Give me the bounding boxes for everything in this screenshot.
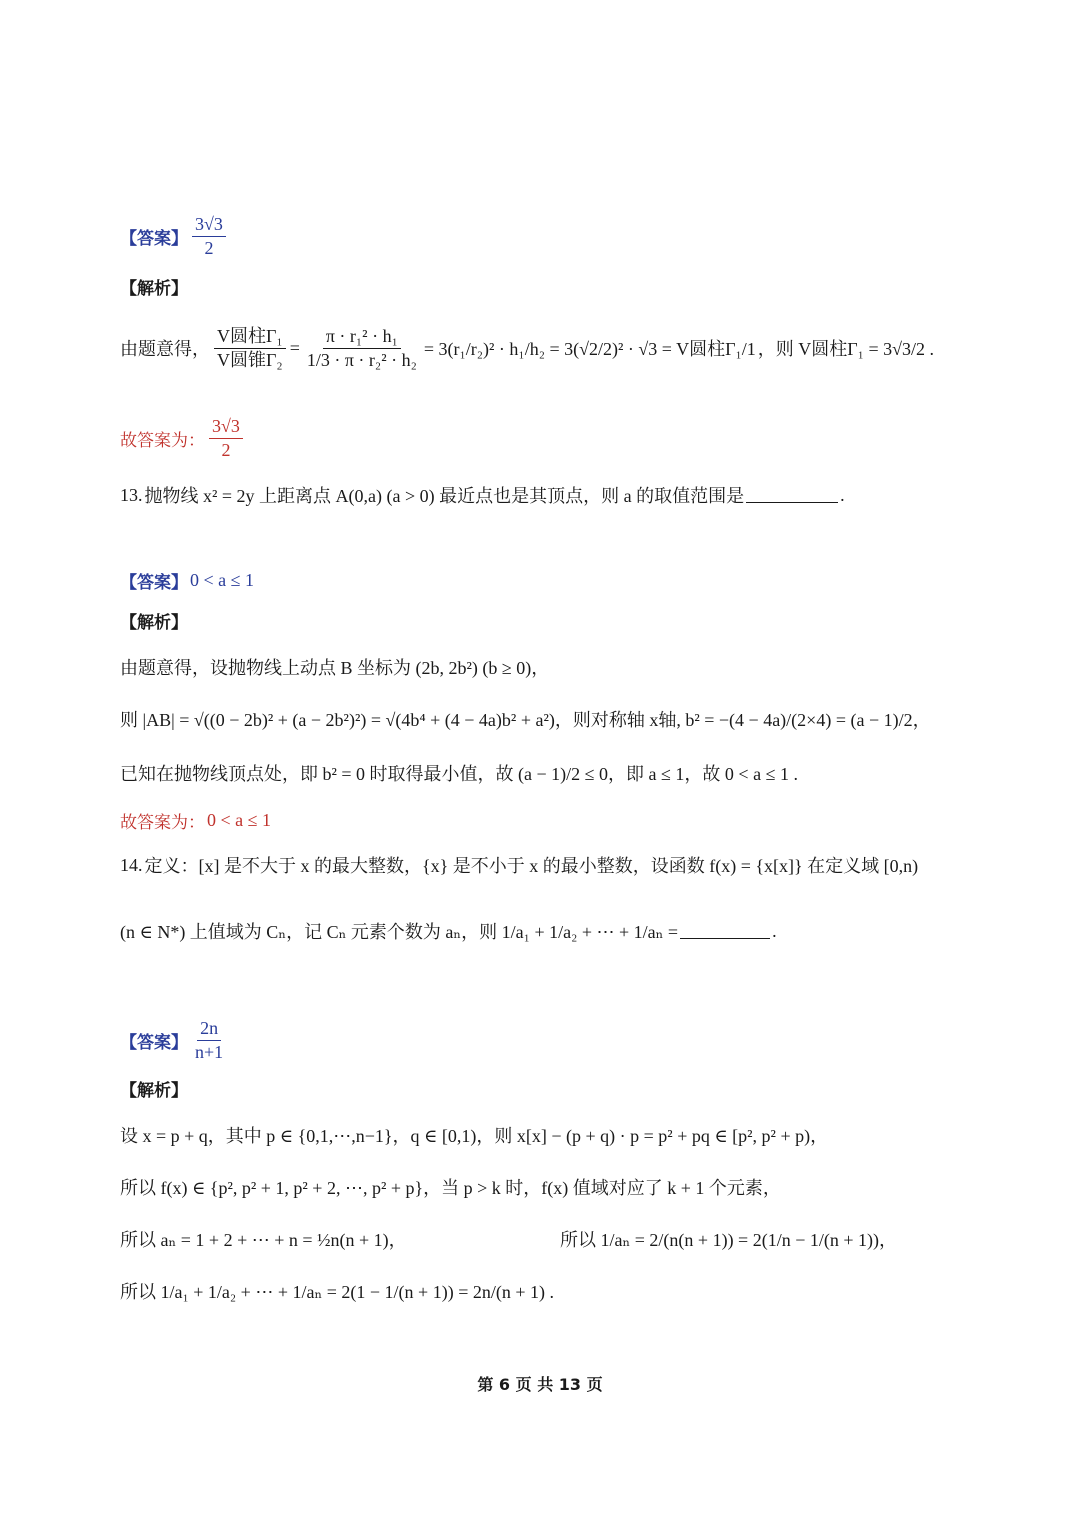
- q13-stem-text: 抛物线 x² = 2y 上距离点 A(0,a) (a > 0) 最近点也是其顶点，则 a 的取值范围是: [144, 486, 745, 506]
- answer-label: 【答案】: [120, 1032, 188, 1053]
- q14-answer-row: [120, 1018, 228, 1062]
- q14-number: 14.: [120, 854, 143, 875]
- q13-answer-value: 0 < a ≤ 1: [190, 570, 255, 590]
- q13-analysis-label: 【解析】: [120, 613, 188, 633]
- q12-answer-row: [120, 214, 228, 258]
- q14-stem1-text: 定义：[x] 是不大于 x 的最大整数，{x} 是不小于 x 的最小整数，设函数 f(x) = {x[x]} 在定义域 [0,n): [144, 856, 919, 876]
- q12-conclusion-denominator: 2: [221, 439, 231, 460]
- q14-stem2-text: (n ∈ N*) 上值域为 Cₙ，记 Cₙ 元素个数为 aₙ，则 1/a₁ + 1/a₂ + ⋯ + 1/aₙ =: [120, 922, 679, 942]
- q13-stem: [120, 482, 845, 508]
- q12-answer-fraction: [192, 214, 226, 258]
- q13-conclusion-value: 0 < a ≤ 1: [207, 810, 272, 830]
- q12-analysis-lead: 由题意得，: [120, 339, 210, 360]
- q13-analysis-line1: 由题意得，设抛物线上动点 B 坐标为 (2b, 2b²) (b ≥ 0)，: [120, 658, 550, 678]
- q14-answer-numerator: 2n: [197, 1018, 221, 1041]
- q12-conclusion-numerator: 3√3: [209, 416, 243, 439]
- q12-analysis-equation: 由题意得， $\frac{\text{V圆柱Γ₁}}{\text{V圆锥Γ₂}}$ = $\frac{\text{π · r₁² · h₁}}{\text{1/3 · π · r₂² · h₂}}$ = 3(r₁/r₂)² · h₁/h₂ = 3(√2/2)² · √3 = V圆柱Γ₁/1 ，则 V圆柱Γ₁ = 3√3/2 .: [120, 326, 934, 370]
- q13-conclusion-row: [120, 808, 271, 833]
- q13-answer-blank: [746, 488, 838, 503]
- q14-analysis-line3a: 所以 aₙ = 1 + 2 + ⋯ + n = ½n(n + 1)，: [120, 1230, 407, 1250]
- q12-ratio-fraction: [214, 326, 286, 370]
- q14-stem-line1: [120, 852, 918, 878]
- q14-analysis-label: 【解析】: [120, 1081, 188, 1101]
- q14-answer-denominator: n+1: [195, 1041, 224, 1062]
- q13-analysis-line2: 则 |AB| = √((0 − 2b)² + (a − 2b²)²) = √(4b⁴ + (4 − 4a)b² + a²)，则对称轴 x轴, b² = −(4 − 4a)/(2×4) = (a − 1)/2，: [120, 710, 931, 730]
- q14-answer-blank: [680, 924, 770, 939]
- conclusion-label: 故答案为：: [120, 813, 205, 833]
- conclusion-label: 故答案为：: [120, 430, 205, 451]
- q14-stem-end: .: [772, 920, 777, 941]
- q13-answer-row: [120, 568, 254, 593]
- q14-analysis-line2: 所以 f(x) ∈ {p², p² + 1, p² + 2, ⋯, p² + p}，当 p > k 时，f(x) 值域对应了 k + 1 个元素，: [120, 1178, 781, 1198]
- q12-answer-numerator: 3√3: [192, 214, 226, 237]
- q13-number: 13.: [120, 484, 143, 505]
- q12-ratio-numerator: V圆柱Γ₁: [214, 326, 286, 349]
- q14-analysis-line4: 所以 1/a₁ + 1/a₂ + ⋯ + 1/aₙ = 2(1 − 1/(n + 1)) = 2n/(n + 1) .: [120, 1282, 554, 1302]
- answer-label: 【答案】: [120, 228, 188, 249]
- q12-analysis-label: 【解析】: [120, 279, 188, 299]
- q14-answer-fraction: [192, 1018, 226, 1062]
- q12-equation-chain: = 3(r₁/r₂)² · h₁/h₂ = 3(√2/2)² · √3 = V圆柱Γ₁/1: [423, 339, 756, 360]
- q12-volume-fraction: [304, 326, 420, 370]
- q13-stem-end: .: [840, 484, 845, 505]
- answer-label: 【答案】: [120, 573, 188, 593]
- page-footer: 第 6 页 共 13 页: [477, 1375, 603, 1394]
- q14-analysis-line3b: 所以 1/aₙ = 2/(n(n + 1)) = 2(1/n − 1/(n + 1))，: [560, 1230, 897, 1250]
- q14-analysis-line1: 设 x = p + q，其中 p ∈ {0,1,⋯,n−1}，q ∈ [0,1)，则 x[x] − (p + q) · p = p² + pq ∈ [p², p² + p)，: [120, 1126, 829, 1146]
- q13-analysis-line3: 已知在抛物线顶点处，即 b² = 0 时取得最小值，故 (a − 1)/2 ≤ 0，即 a ≤ 1，故 0 < a ≤ 1 .: [120, 764, 798, 784]
- q12-equation-tail: ，则 V圆柱Γ₁ = 3√3/2 .: [757, 339, 934, 360]
- q12-ratio-denominator: V圆锥Γ₂: [217, 349, 283, 370]
- q12-volume-denominator: 1/3 · π · r₂² · h₂: [306, 349, 417, 370]
- q14-stem-line2: [120, 918, 777, 944]
- q12-volume-numerator: π · r₁² · h₁: [323, 326, 401, 349]
- q12-conclusion-fraction: [209, 416, 243, 460]
- q12-answer-denominator: 2: [204, 237, 214, 258]
- q12-conclusion-row: [120, 416, 245, 460]
